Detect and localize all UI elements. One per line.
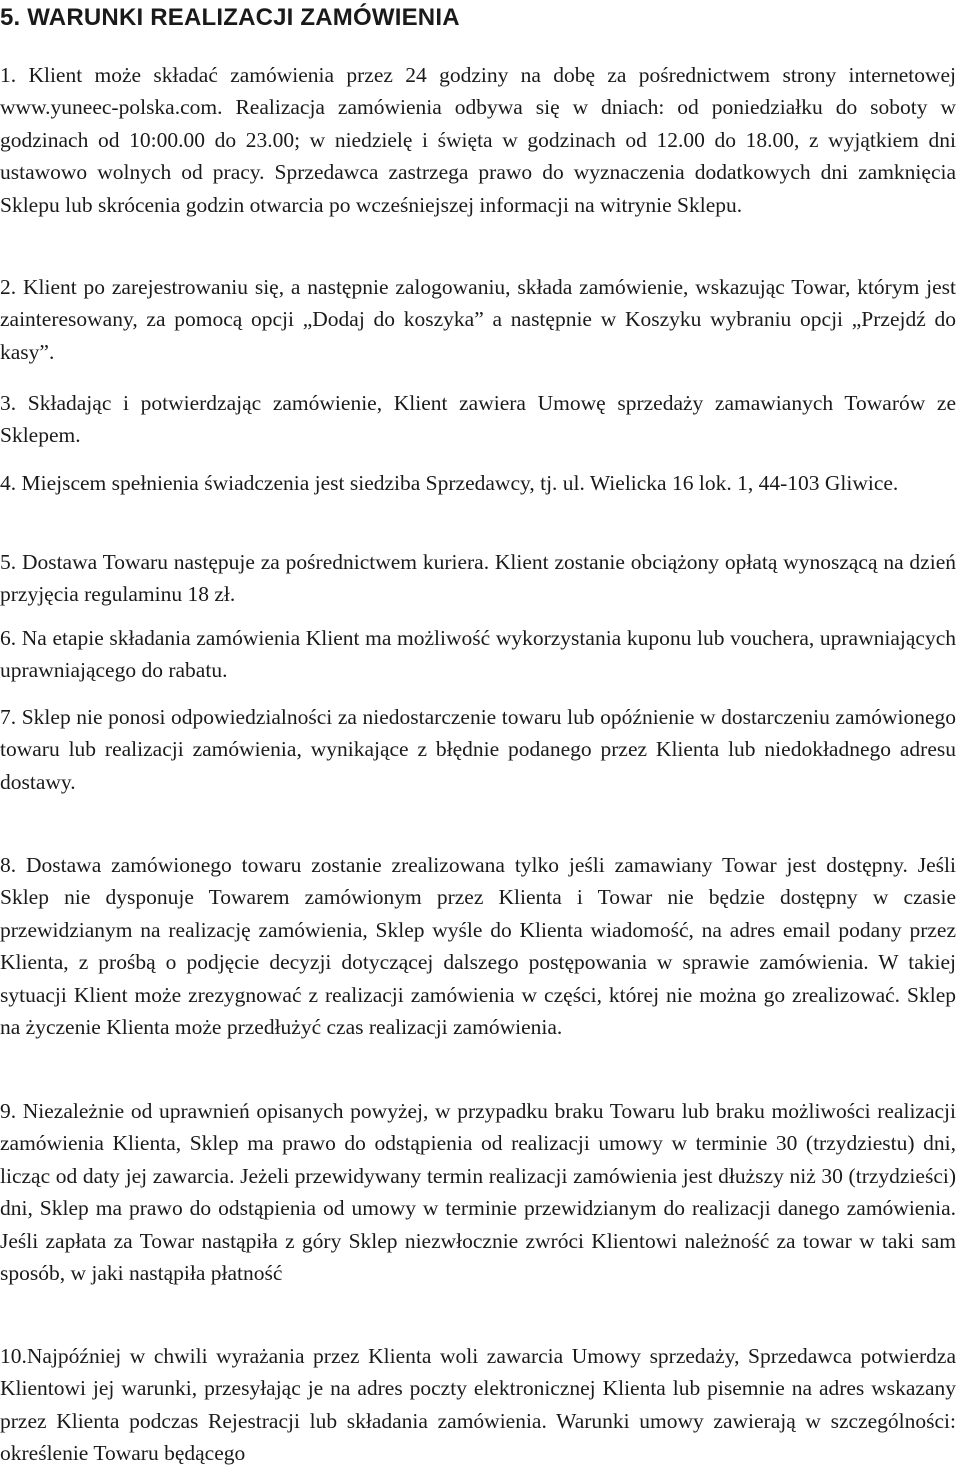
- item-text: Dostawa Towaru następuje za pośrednictwem kuriera. Klient zostanie obciążony opłatą wynoszącą na dzień przyjęcia regulaminu 18 zł.: [0, 550, 956, 607]
- list-item: [0, 271, 956, 368]
- list-item: [0, 387, 956, 452]
- item-text: Niezależnie od uprawnień opisanych powyżej, w przypadku braku Towaru lub braku możliwości realizacji zamówienia Klienta, Sklep ma prawo do odstąpienia od realizacji umowy w terminie 30 (trzydziestu) dni, licząc od daty jej zawarcia. Jeżeli przewidywany termin realizacji zamówienia jest dłuższy niż 30 (trzydzieści) dni, Sklep ma prawo do odstąpienia od umowy w terminie przewidzianym do realizacji danego zamówienia. Jeśli zapłata za Towar nastąpiła z góry Sklep niezwłocznie zwróci Klientowi należność za towar w taki sam sposób, w jaki nastąpiła płatność: [0, 1099, 956, 1286]
- item-number: 7.: [0, 705, 17, 729]
- item-number: 8.: [0, 853, 17, 877]
- item-text: Sklep nie ponosi odpowiedzialności za niedostarczenie towaru lub opóźnienie w dostarczeniu zamówionego towaru lub realizacji zamówienia, wynikające z błędnie podanego przez Klienta lub niedokładnego adresu dostawy.: [0, 705, 956, 794]
- item-number: 1.: [0, 63, 17, 87]
- list-item: [0, 1340, 956, 1470]
- item-text: Dostawa zamówionego towaru zostanie zrealizowana tylko jeśli zamawiany Towar jest dostępny. Jeśli Sklep nie dysponuje Towarem zamówionym przez Klienta i Towar nie będzie dostępny w czasie przewidzianym na realizację zamówienia, Sklep wyśle do Klienta wiadomość, na adres email podany przez Klienta, z prośbą o podjęcie decyzji dotyczącej dalszego postępowania w sprawie zamówienia. W takiej sytuacji Klient może zrezygnować z realizacji zamówienia w części, której nie można go zrealizować. Sklep na życzenie Klienta może przedłużyć czas realizacji zamówienia.: [0, 853, 956, 1040]
- item-number: 3.: [0, 391, 17, 415]
- list-item: [0, 622, 956, 687]
- item-text: Klient może składać zamówienia przez 24 godziny na dobę za pośrednictwem strony internetowej www.yuneec-polska.com. Realizacja zamówienia odbywa się w dniach: od poniedziałku do soboty w godzinach od 10:00.00 do 23.00; w niedzielę i święta w godzinach od 12.00 do 18.00, z wyjątkiem dni ustawowo wolnych od pracy. Sprzedawca zastrzega prawo do wyznaczenia dodatkowych dni zamknięcia Sklepu lub skrócenia godzin otwarcia po wcześniejszej informacji na witrynie Sklepu.: [0, 63, 957, 217]
- list-item: [0, 546, 956, 611]
- item-text: Klient po zarejestrowaniu się, a następnie zalogowaniu, składa zamówienie, wskazując Towar, którym jest zainteresowany, za pomocą opcji „Dodaj do koszyka” a następnie w Koszyku wybraniu opcji „Przejdź do kasy”.: [0, 275, 956, 364]
- item-number: 2.: [0, 275, 17, 299]
- list-item: [0, 1095, 956, 1289]
- list-item: [0, 59, 956, 221]
- list-item: [0, 849, 956, 1043]
- item-text: Na etapie składania zamówienia Klient ma możliwość wykorzystania kuponu lub vouchera, uprawniających uprawniającego do rabatu.: [0, 626, 956, 683]
- list-item: [0, 467, 956, 499]
- section-title: 5. WARUNKI REALIZACJI ZAMÓWIENIA: [0, 4, 460, 31]
- list-item: [0, 701, 956, 798]
- item-text: Miejscem spełnienia świadczenia jest siedziba Sprzedawcy, tj. ul. Wielicka 16 lok. 1, 44-103 Gliwice.: [21, 471, 899, 495]
- item-text: Składając i potwierdzając zamówienie, Klient zawiera Umowę sprzedaży zamawianych Towarów ze Sklepem.: [0, 391, 956, 448]
- item-number: 9.: [0, 1099, 17, 1123]
- item-number: 5.: [0, 550, 17, 574]
- item-number: 6.: [0, 626, 17, 650]
- item-number: 10.: [0, 1344, 27, 1368]
- item-number: 4.: [0, 471, 17, 495]
- item-text: Najpóźniej w chwili wyrażania przez Klienta woli zawarcia Umowy sprzedaży, Sprzedawca potwierdza Klientowi jej warunki, przesyłając je na adres poczty elektronicznej Klienta lub pisemnie na adres wskazany przez Klienta podczas Rejestracji lub składania zamówienia. Warunki umowy zawierają w szczególności: określenie Towaru będącego: [0, 1344, 956, 1466]
